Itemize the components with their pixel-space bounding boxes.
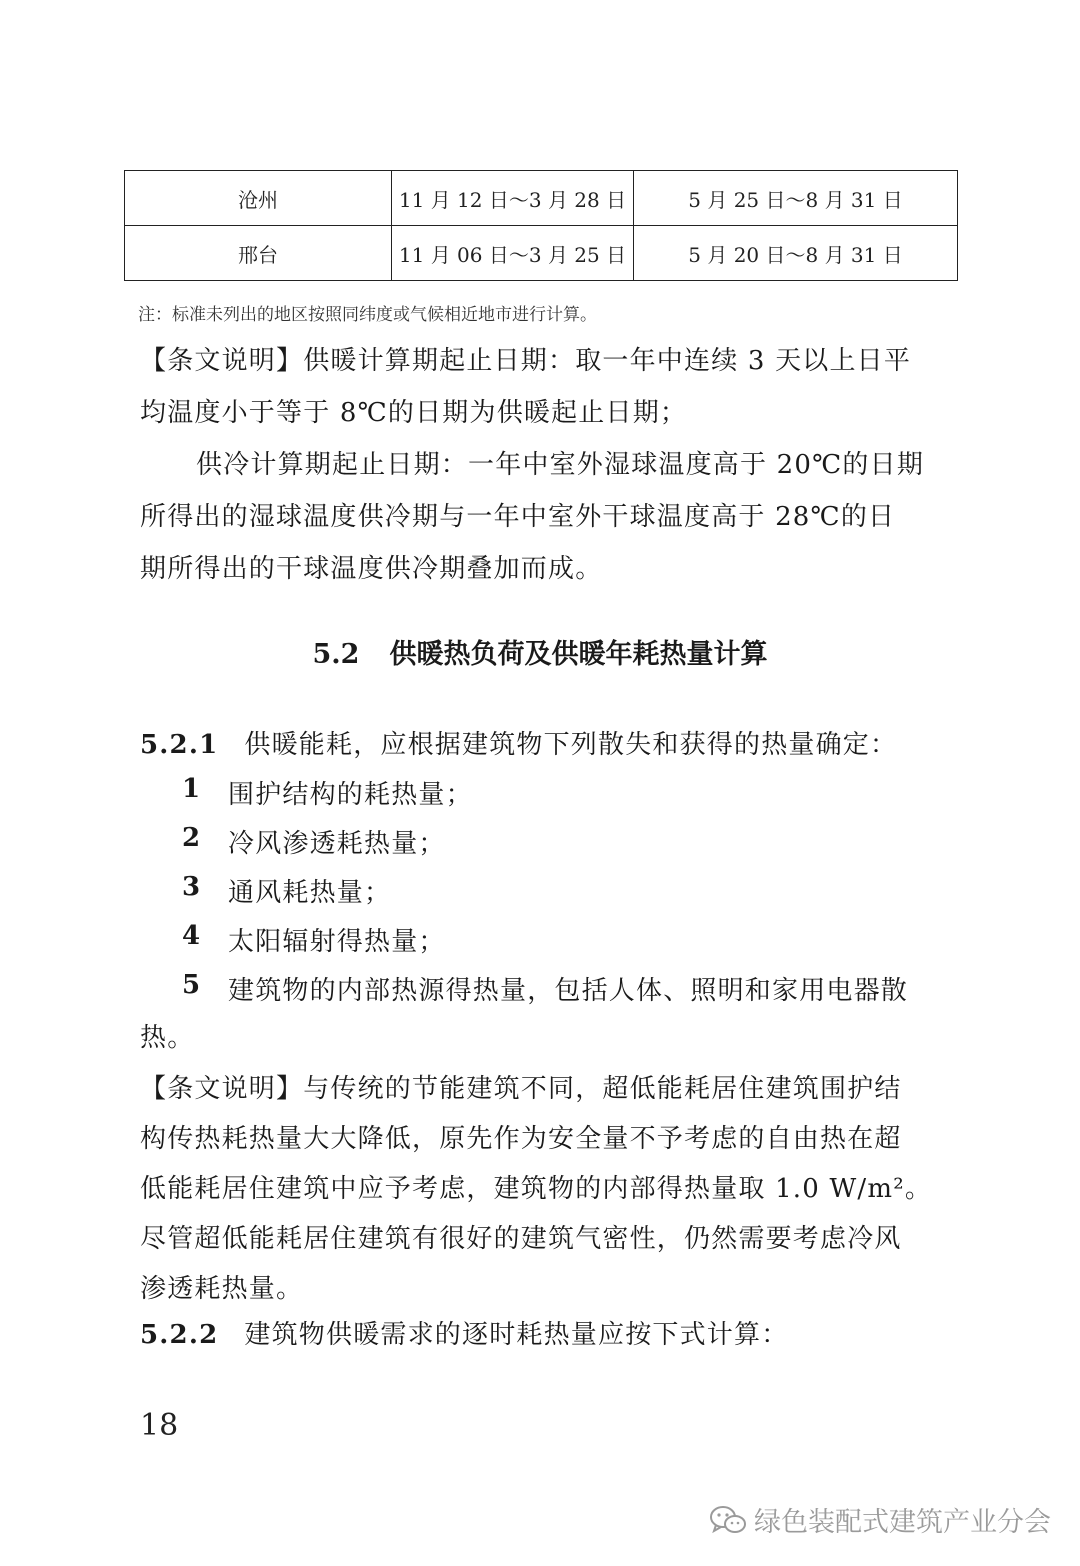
clause-text: 供暖能耗，应根据建筑物下列散失和获得的热量确定： xyxy=(244,730,898,760)
explanation-line: 【条文说明】供暖计算期起止日期：取一年中连续 3 天以上日平 xyxy=(140,346,912,376)
clause-number: 5.2.1 xyxy=(140,730,219,760)
table-note: 注：标准未列出的地区按照同纬度或气候相近地市进行计算。 xyxy=(138,305,597,325)
clause-number: 5.2.2 xyxy=(140,1320,219,1350)
item-number: 3 xyxy=(182,872,201,902)
heating-period-cell: 11 月 12 日～3 月 28 日 xyxy=(392,171,634,226)
clause-5-2-2 xyxy=(140,1314,940,1351)
explanation-line: 尽管超低能耗居住建筑有很好的建筑气密性，仍然需要考虑冷风 xyxy=(140,1224,902,1254)
watermark-text: 绿色装配式建筑产业分会 xyxy=(754,1507,1051,1538)
item-number: 1 xyxy=(182,774,201,804)
heating-cooling-period-table xyxy=(124,170,958,281)
cooling-period-cell: 5 月 25 日～8 月 31 日 xyxy=(634,171,958,226)
clause-text: 建筑物供暖需求的逐时耗热量应按下式计算： xyxy=(244,1320,789,1350)
item-text: 太阳辐射得热量； xyxy=(228,927,446,957)
section-number: 5.2 xyxy=(312,639,360,670)
section-heading xyxy=(0,632,1080,671)
explanation-line: 均温度小于等于 8℃的日期为供暖起止日期； xyxy=(140,398,688,428)
explanation-line: 供冷计算期起止日期：一年中室外湿球温度高于 20℃的日期 xyxy=(196,450,925,480)
table-row xyxy=(125,226,958,281)
page-number: 18 xyxy=(140,1408,179,1443)
city-cell: 邢台 xyxy=(125,226,392,281)
cooling-period-cell: 5 月 20 日～8 月 31 日 xyxy=(634,226,958,281)
city-cell: 沧州 xyxy=(125,171,392,226)
item-text: 围护结构的耗热量； xyxy=(228,780,473,810)
item-text: 建筑物的内部热源得热量，包括人体、照明和家用电器散 xyxy=(228,976,909,1006)
explanation-line: 所得出的湿球温度供冷期与一年中室外干球温度高于 28℃的日 xyxy=(140,502,896,532)
clause-5-2-1 xyxy=(140,724,940,761)
explanation-line: 渗透耗热量。 xyxy=(140,1274,304,1304)
table-row xyxy=(125,171,958,226)
item-number: 5 xyxy=(182,970,201,1000)
wechat-icon xyxy=(708,1503,748,1537)
item-number: 2 xyxy=(182,823,201,853)
explanation-line: 【条文说明】与传统的节能建筑不同，超低能耗居住建筑围护结 xyxy=(140,1074,902,1104)
watermark xyxy=(708,1500,1051,1539)
item-text: 冷风渗透耗热量； xyxy=(228,829,446,859)
explanation-line: 期所得出的干球温度供冷期叠加而成。 xyxy=(140,554,603,584)
section-title: 供暖热负荷及供暖年耗热量计算 xyxy=(389,639,768,670)
item-text: 通风耗热量； xyxy=(228,878,392,908)
explanation-line: 构传热耗热量大大降低，原先作为安全量不予考虑的自由热在超 xyxy=(140,1124,902,1154)
explanation-line: 低能耗居住建筑中应予考虑，建筑物的内部得热量取 1.0 W/m²。 xyxy=(140,1174,933,1204)
heating-period-cell: 11 月 06 日～3 月 25 日 xyxy=(392,226,634,281)
item-number: 4 xyxy=(182,921,201,951)
item-text-continuation: 热。 xyxy=(140,1023,195,1053)
